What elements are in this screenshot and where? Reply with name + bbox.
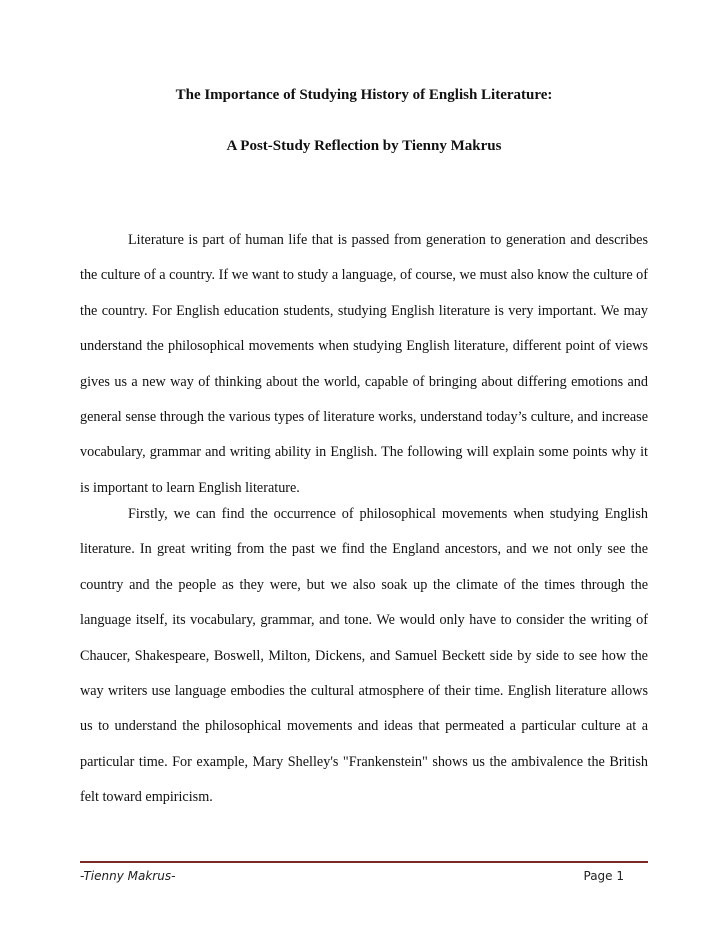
document-title: The Importance of Studying History of English Literature:: [175, 87, 553, 103]
body-paragraph: Literature is part of human life that is passed from generation to generation and describes the culture of a country. If we want to study a language, of course, we must also know the culture of the country. For English education students, studying English literature is very important. We may understand the philosophical movements when studying English literature, different point of views gives us a new way of thinking about the world, capable of bringing about differing emotions and general sense through the various types of literature works, understand today’s culture, and increase vocabulary, grammar and writing ability in English. The following will explain some points why it is important to learn English literature.: [80, 232, 648, 496]
footer-divider: [80, 861, 648, 863]
footer-author: -Tienny Makrus-: [80, 869, 176, 883]
body-paragraph: Firstly, we can find the occurrence of philosophical movements when studying English literature. In great writing from the past we find the England ancestors, and we not only see the country and the people as they were, but we also soak up the climate of the times through the language itself, its vocabulary, grammar, and tone. We would only have to consider the writing of Chaucer, Shakespeare, Boswell, Milton, Dickens, and Samuel Beckett side by side to see how the way writers use language embodies the cultural atmosphere of their time. English literature allows us to understand the philosophical movements and ideas that permeated a particular culture at a particular time. For example, Mary Shelley's "Frankenstein" shows us the ambivalence the British felt toward empiricism.: [80, 506, 648, 806]
document-subtitle: A Post-Study Reflection by Tienny Makrus: [226, 138, 502, 154]
page-number: Page 1: [583, 869, 624, 883]
